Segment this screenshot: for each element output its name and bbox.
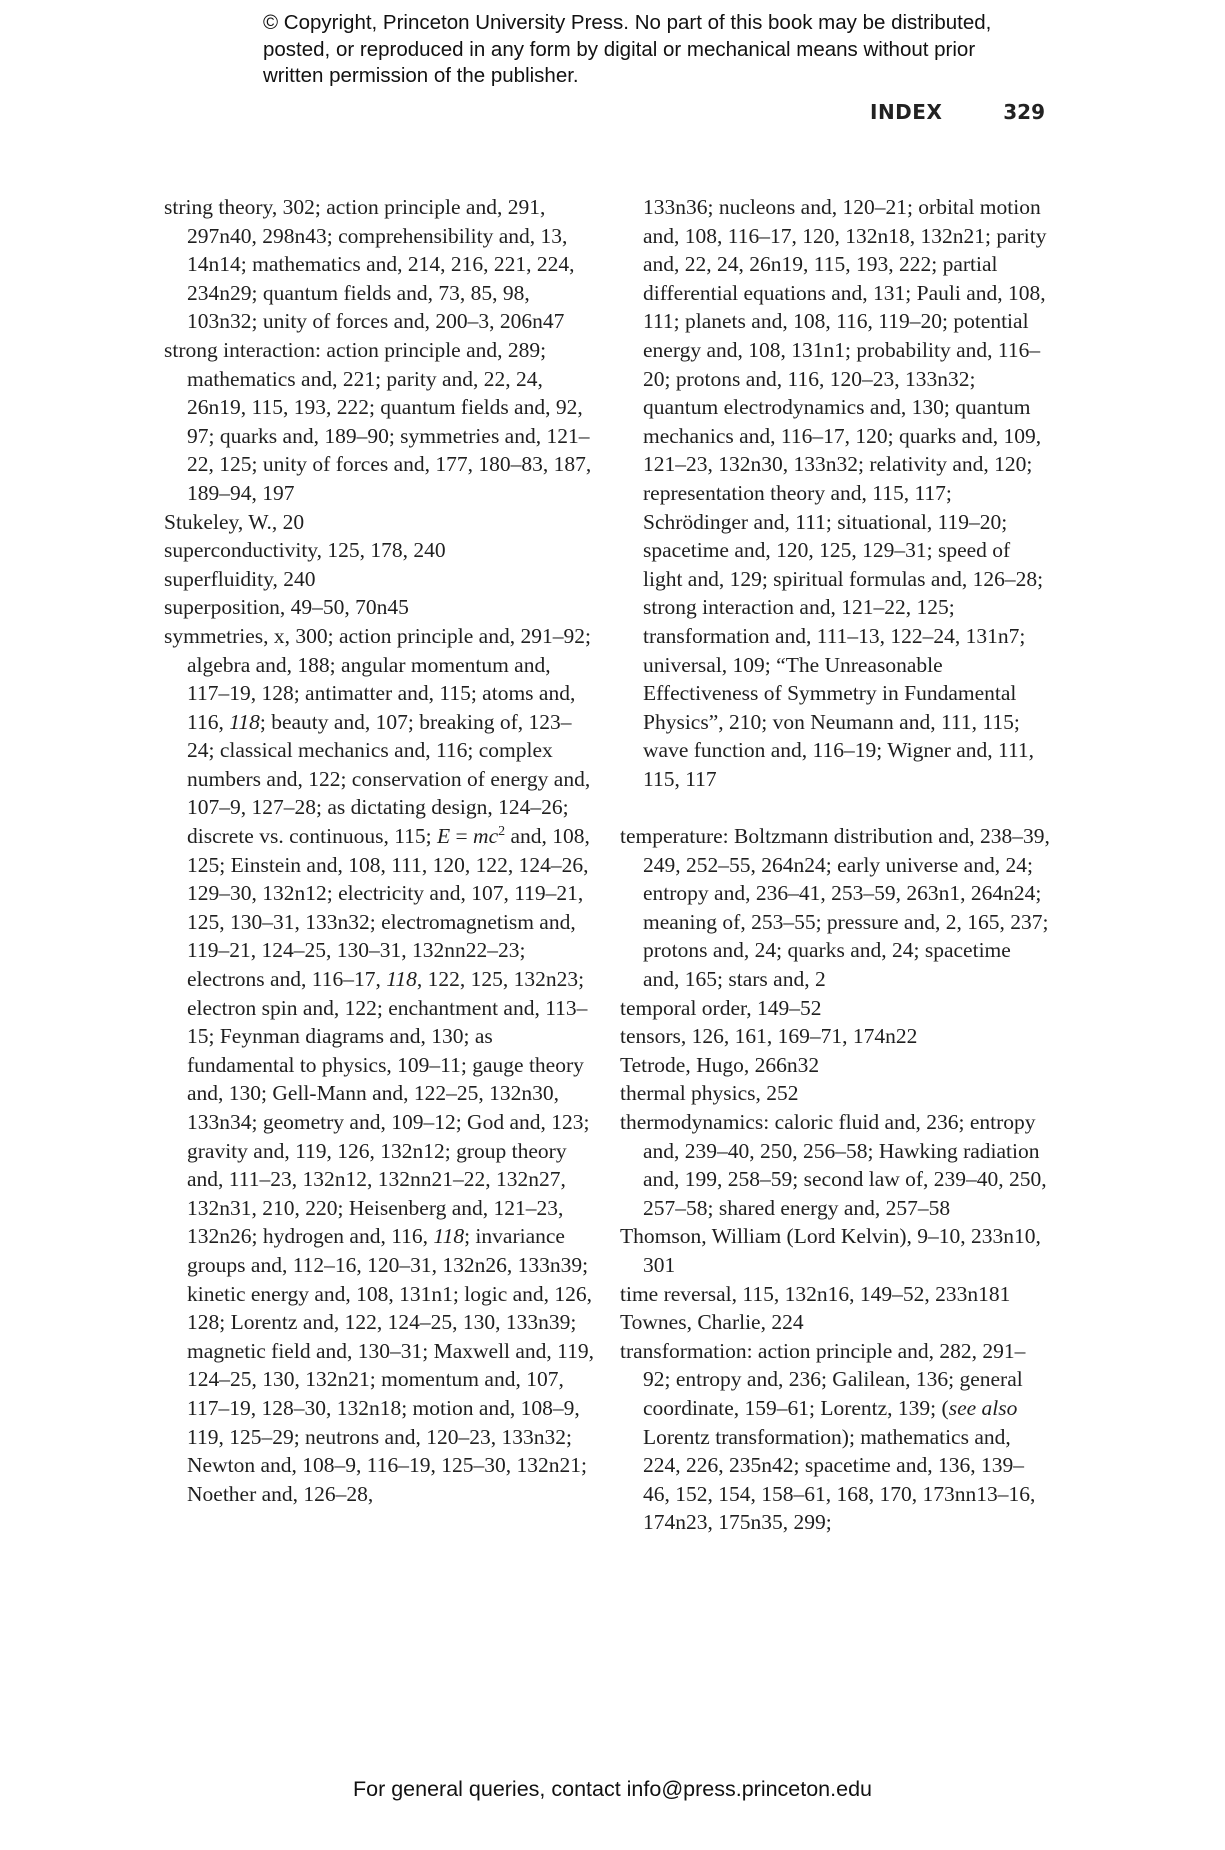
index-entry-symmetries xyxy=(164,622,596,1508)
index-column-left xyxy=(164,193,596,1508)
page-number: 329 xyxy=(1003,100,1045,124)
formula-exponent: 2 xyxy=(498,823,506,839)
copyright-notice: © Copyright, Princeton University Press. No part of this book may be distributed, posted, or reproduced in any form by digital or mechanical means without prior written permission of the publisher. xyxy=(263,11,992,87)
index-entry: temperature: Boltzmann distribution and, 238–39, 249, 252–55, 264n24; early universe and, 24; entropy and, 236–41, 253–59, 263n1, 264n24; meaning of, 253–55; pressure and, 2, 165, 237; protons and, 24; quarks and, 24; spacetime and, 165; stars and, 2 xyxy=(620,824,1050,992)
formula-e: E xyxy=(437,824,451,849)
index-entry: time reversal, 115, 132n16, 149–52, 233n181 xyxy=(620,1281,1011,1306)
italic-page-ref: 118 xyxy=(433,1224,465,1249)
entry-text: Lorentz transformation); mathematics and, 224, 226, 235n42; spacetime and, 136, 139–46, 152, 154, 158–61, 168, 170, 173nn13–16, 174n23, 175n35, 299; xyxy=(643,1424,1036,1535)
index-entry: Thomson, William (Lord Kelvin), 9–10, 233n10, 301 xyxy=(620,1224,1041,1277)
index-entry: Townes, Charlie, 224 xyxy=(620,1310,804,1335)
index-entry: tensors, 126, 161, 169–71, 174n22 xyxy=(620,1024,918,1049)
formula-equals: = xyxy=(450,824,474,849)
entry-text: transformation: action principle and, 282, 291–92; entropy and, 236; Galilean, 136; general coordinate, 159–61; Lorentz, 139; ( xyxy=(620,1338,1026,1420)
letter-group-gap xyxy=(620,793,1050,822)
entry-text: symmetries, x, 300; action principle and, 291–92; algebra and, 188; angular momentum and, 117–19, 128; antimatter and, 115; atoms and, 116, xyxy=(164,623,591,734)
index-entry: superfluidity, 240 xyxy=(164,566,316,591)
index-entry-transformation xyxy=(620,1337,1050,1537)
footer-contact: For general queries, contact info@press.princeton.edu xyxy=(352,1777,872,1801)
entry-text: and, 108, 125; Einstein and, 108, 111, 120, 122, 124–26, 129–30, 132n12; electricity and, 107, 119–21, 125, 130–31, 133n32; electromagnetism and, 119–21, 124–25, 130–31, 132nn22–23; electrons and, 116–17, xyxy=(187,824,590,992)
formula-mc: mc xyxy=(473,824,499,849)
index-entry: strong interaction: action principle and, 289; mathematics and, 221; parity and, 22, 24, 26n19, 115, 193, 222; quantum fields and, 92, 97; quarks and, 189–90; symmetries and, 121–22, 125; unity of forces and, 177, 180–83, 187, 189–94, 197 xyxy=(164,337,592,505)
index-entry: thermal physics, 252 xyxy=(620,1081,799,1106)
index-entry: Tetrode, Hugo, 266n32 xyxy=(620,1052,820,1077)
entry-text: , 122, 125, 132n23; electron spin and, 122; enchantment and, 113–15; Feynman diagrams and, 130; as fundamental to physics, 109–11; gauge theory and, 130; Gell-Mann and, 122–25, 132n30, 133n34; geometry and, 109–12; God and, 123; gravity and, 119, 126, 132n12; group theory and, 111–23, 132n12, 132nn21–22, 132n27, 132n31, 210, 220; Heisenberg and, 121–23, 132n26; hydrogen and, 116, xyxy=(187,967,590,1249)
index-entry: thermodynamics: caloric fluid and, 236; entropy and, 239–40, 250, 256–58; Hawking radiation and, 199, 258–59; second law of, 239–40, 250, 257–58; shared energy and, 257–58 xyxy=(620,1110,1047,1220)
index-column-right xyxy=(620,193,1050,1537)
entry-text: ; beauty and, 107; breaking of, 123–24; classical mechanics and, 116; complex numbers and, 122; conservation of energy and, 107–9, 127–28; as dictating design, 124–26; discrete vs. continuous, 115; xyxy=(187,709,591,849)
index-entry: superposition, 49–50, 70n45 xyxy=(164,595,409,620)
index-entry: Stukeley, W., 20 xyxy=(164,509,305,534)
section-title: INDEX xyxy=(870,100,943,124)
running-head xyxy=(870,100,1045,126)
index-entry: superconductivity, 125, 178, 240 xyxy=(164,538,446,563)
index-entry: temporal order, 149–52 xyxy=(620,995,822,1020)
see-also: see also xyxy=(948,1395,1018,1420)
entry-text: ; invariance groups and, 112–16, 120–31, 132n26, 133n39; kinetic energy and, 108, 131n1; logic and, 126, 128; Lorentz and, 122, 124–25, 130, 133n39; magnetic field and, 130–31; Maxwell and, 119, 124–25, 130, 132n21; momentum and, 107, 117–19, 128–30, 132n18; motion and, 108–9, 119, 125–29; neutrons and, 120–23, 133n32; Newton and, 108–9, 116–19, 125–30, 132n21; Noether and, 126–28, xyxy=(187,1224,595,1506)
index-entry: string theory, 302; action principle and, 291, 297n40, 298n43; comprehensibility and, 13, 14n14; mathematics and, 214, 216, 221, 224, 234n29; quantum fields and, 73, 85, 98, 103n32; unity of forces and, 200–3, 206n47 xyxy=(164,195,575,334)
italic-page-ref: 118 xyxy=(386,967,417,992)
index-entry-continuation: 133n36; nucleons and, 120–21; orbital motion and, 108, 116–17, 120, 132n18, 132n21; parity and, 22, 24, 26n19, 115, 193, 222; partial differential equations and, 131; Pauli and, 108, 111; planets and, 108, 116, 119–20; potential energy and, 108, 131n1; probability and, 116–20; protons and, 116, 120–23, 133n32; quantum electrodynamics and, 130; quantum mechanics and, 116–17, 120; quarks and, 109, 121–23, 132n30, 133n32; relativity and, 120; representation theory and, 115, 117; Schrödinger and, 111; situational, 119–20; spacetime and, 120, 125, 129–31; speed of light and, 129; spiritual formulas and, 126–28; strong interaction and, 121–22, 125; transformation and, 111–13, 122–24, 131n7; universal, 109; “The Unreasonable Effectiveness of Symmetry in Fundamental Physics”, 210; von Neumann and, 111, 115; wave function and, 116–19; Wigner and, 111, 115, 117 xyxy=(643,195,1047,791)
italic-page-ref: 118 xyxy=(229,709,260,734)
